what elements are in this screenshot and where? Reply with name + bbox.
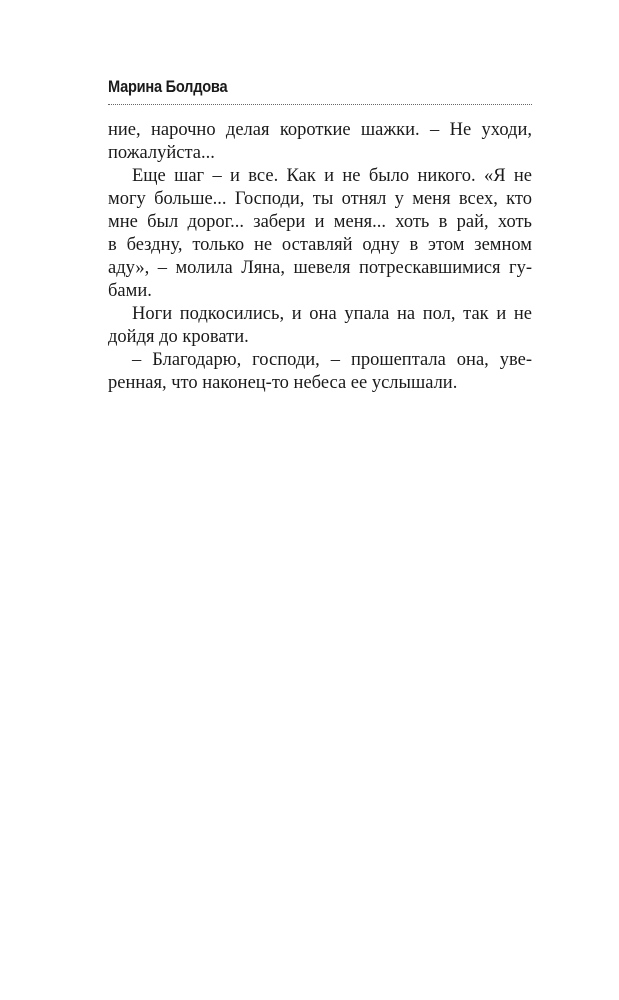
text-line: ние, нарочно делая короткие шажки. – Не уходи, [108,120,532,140]
text-line: в бездну, только не оставляй одну в этом земном [108,235,532,255]
text-line: ренная, что наконец-то небеса ее услышали. [108,373,458,393]
text-line: пожалуйста... [108,143,215,163]
body-text [108,119,532,395]
text-line: аду», – молила Ляна, шевеля потрескавшимися гу- [108,258,532,278]
running-head-author: Марина Болдова [108,77,228,96]
text-line: Ноги подкосились, и она упала на пол, так и не [132,304,532,324]
running-head [108,74,532,105]
text-line: дойдя до кровати. [108,327,249,347]
text-line: могу больше... Господи, ты отнял у меня всех, кто [108,189,532,209]
text-line: бами. [108,281,152,301]
text-line: мне был дорог... забери и меня... хоть в рай, хоть [108,212,532,232]
text-line: – Благодарю, господи, – прошептала она, уве- [132,350,532,370]
text-line: Еще шаг – и все. Как и не было никого. «Я не [132,166,532,186]
